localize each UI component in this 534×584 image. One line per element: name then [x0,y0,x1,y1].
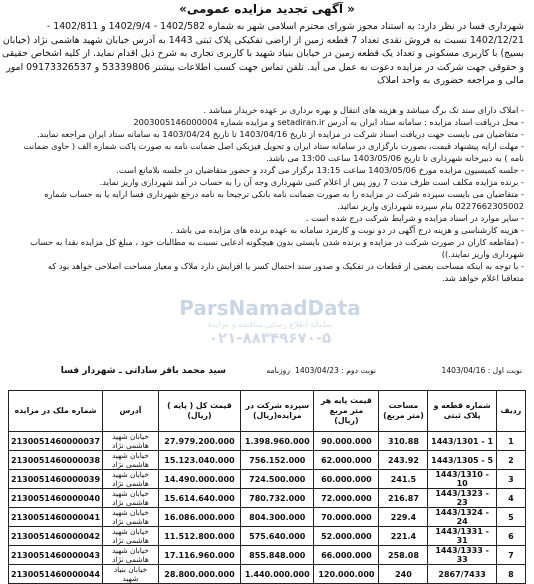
table-cell: 2130051460000044 [9,565,103,584]
condition-line: - متقاضیان می بایست سپرده شرکت در مزایده را به صورت ضمانت نامه بانکی ترجیحا به نامه درخع شهرداری فسا ارایه یا به حساب شماره [44,189,524,199]
table-cell: خیابان شهید هاشمی نژاد [103,489,159,508]
condition-line: شهرداری واریز نمایند.)) [441,249,524,259]
table-cell: 5 [496,508,525,527]
table-cell: 855.848.000 [241,546,314,565]
mayor-signature: سید محمد باقر ساداتی ـ شهردار فسا [60,366,226,376]
table-cell: 1443/1301 - 1 [428,432,496,451]
table-cell: 240 [379,565,428,584]
intro-line: شهرداری فسا در نظر دارد: به استناد مجوز شورای محترم اسلامی شهر به شماره 1402/582 - 1402/9/4 و 1402/811 - [46,21,524,32]
table-row [9,565,526,584]
table-cell: 724.500.000 [241,470,314,489]
signature-bar [8,366,526,382]
table-cell: 2130051460000039 [9,470,103,489]
watermark-tagline: سامانه اطلاع رسانی مناقصه و مزایده [207,320,333,329]
table-cell: 2130051460000040 [9,489,103,508]
condition-line: - مهلت ارایه پیشنهاد قیمت، بصورت بارگزاری در سامانه ستاد ایران و تحویل فیزیکی اصل ضمانت نامه به صورت پاکت شماره الف ( حاوی ضمانت [23,141,524,151]
table-row [9,451,526,470]
table-cell: 1443/1331 - 31 [428,527,496,546]
table-row [9,432,526,451]
table-cell: 28.800.000.000 [158,565,240,584]
condition-line: - سایر موارد در اسناد مزایده و شرایط شرکت درج شده است . [305,213,524,223]
table-cell: 16.086.000.000 [158,508,240,527]
condition-line: - (مقاطعه کاران در صورت شرکت در مزایده و برنده شدن بایستی بدون هیچگونه ادعایی نسبت به مطالبات خود ، مبلغ کل مزایده نقدا به حساب [30,237,524,247]
table-cell: 11.512.800.000 [158,527,240,546]
table-cell: 241.5 [379,470,428,489]
table-cell: 258.08 [379,546,428,565]
intro-line: و حقوقی جهت شرکت در مزایده دعوت به عمل می آید. تلفن تماس جهت کسب اطلاعات بیشتر 53339806 و 09173326537 امور [6,61,524,73]
intro-line: مالی و مراجعه حضوری به واحد املاک [377,75,524,87]
table-cell: 2130051460000042 [9,527,103,546]
intro-line: بسیج) با کاربری مسکونی و تعداد یک قطعه زمین در خیابان بنیاد شهید با کاربری تجاری به شرح ذیل اقدام نماید. از کلیه اشخاص حقیقی [1,48,524,60]
column-header: مساحت (متر مربع) [379,391,428,432]
table-cell: خیابان شهید هاشمی نژاد [103,470,159,489]
table-cell: 15.614.640.000 [158,489,240,508]
table-header-row [9,391,526,432]
table-cell: 756.152.000 [241,451,314,470]
condition-line: - جلسه کمیسیون مزایده مورخ 1403/05/06 ساعت 13:15 برگزار می گردد و حضور متقاضیان در جلسه بلامانع است. [116,165,524,175]
table-row [9,508,526,527]
table-cell: 3 [496,470,525,489]
table-cell: 27.979.200.000 [158,432,240,451]
table-cell: خیابان شهید هاشمی نژاد [103,546,159,565]
watermark-logo [140,296,400,372]
table-cell: 1 [496,432,525,451]
table-cell: 17.116.960.000 [158,546,240,565]
table-cell: 4 [496,489,525,508]
table-cell: خیابان شهید هاشمی نژاد [103,527,159,546]
table-cell: 575.640.000 [241,527,314,546]
table-cell: 62.000.000 [314,451,379,470]
table-cell: 780.732.000 [241,489,314,508]
table-row [9,527,526,546]
table-cell: 8 [496,565,525,584]
newspaper-label: روزنامه [266,366,290,375]
column-header: آدرس [103,391,159,432]
condition-line: - با توجه به اینکه مساحت بعضی از قطعات در تفکیک و صدور سند احتمال کسر یا افزایش دارد ملاک و معیار مساحت اصلاحی خواهد بود که [47,261,524,271]
table-row [9,470,526,489]
table-cell: 1443/1333 - 33 [428,546,496,565]
table-cell: 1443/1323 - 23 [428,489,496,508]
condition-line: نامه ) به دبیرخانه شهرداری تا تاریخ 1403/05/06 ساعت 13:00 می باشد. [266,153,524,163]
table-cell: 15.123.040.000 [158,451,240,470]
table-cell: 1.398.960.000 [241,432,314,451]
watermark-brand: ParsNamadData [179,296,361,320]
table-cell: 2130051460000041 [9,508,103,527]
column-header: سپرده شرکت در مزایده(ریال) [241,391,314,432]
column-header: ردیف [496,391,525,432]
table-cell: 1443/1305 - 5 [428,451,496,470]
table-cell: 2 [496,451,525,470]
lots-table [8,390,526,584]
table-cell: 2130051460000043 [9,546,103,565]
condition-line: - املاک دارای سند تک برگ میباشد و هزینه های انتقال و بهره برداری بر عهده خریدار میباشد . [203,105,524,115]
intro-line: 1402/12/21 نسبت به فروش نقدی تعداد 7 قطعه زمین از اراضی تفکیکی پلاک ثبتی 1443 به آدرس خیابان شهید هاشمی نژاد (خیابان [2,34,524,46]
condition-line: متعاقبا اعلام خواهد شد. [441,273,524,283]
conditions-list [10,104,524,284]
table-cell: 216.87 [379,489,428,508]
table-cell: 2130051460000037 [9,432,103,451]
table-cell: 120.000.000 [314,565,379,584]
table-cell: 90.000.000 [314,432,379,451]
table-row [9,546,526,565]
condition-line: - برنده مزایده مکلف است ظرف مدت 7 روز پس از اعلام کتبی شهرداری وجه آن را به حساب در آمد شهرداری واریز نماید. [99,177,524,187]
table-cell: 7 [496,546,525,565]
condition-line: - محل دریافت اسناد مزایده : سامانه ستاد ایران به آدرس setadiran.ir و مزایده شماره 2003005146000004 [133,117,524,127]
table-cell: 70.000.000 [314,508,379,527]
table-cell: 1443/1324 - 24 [428,508,496,527]
watermark-phone: ۰۲۱-۸۸۳۴۹۶۷۰-۵ [208,329,332,347]
second-publication-date: نوبت دوم : 1403/04/23 [295,366,376,375]
condition-line: - متقاضیان می بایست جهت دریافت اسناد شرکت در مزایده از تاریخ 1403/04/16 تا تاریخ 1403/04/24 به سامانه ستاد ایران مراجعه نمایند. [36,129,524,139]
table-cell: 72.000.000 [314,489,379,508]
table-cell: 2130051460000038 [9,451,103,470]
notice-title: « آگهی تجدید مزایده عمومی» [179,2,355,16]
table-cell: 310.88 [379,432,428,451]
condition-line: 0227662305002 بنام سپرده شهرداری واریز نمائید. [337,201,524,211]
intro-paragraph [1,20,524,88]
table-cell: 6 [496,527,525,546]
column-header: شماره ملک در مزایده [9,391,103,432]
table-cell: 804.300.000 [241,508,314,527]
table-cell: 229.4 [379,508,428,527]
table-cell: خیابان شهید هاشمی نژاد [103,508,159,527]
table-cell: خیابان شهید هاشمی نژاد [103,451,159,470]
column-header: شماره قطعه و پلاک ثبتی [428,391,496,432]
table-cell: 1443/1310 - 10 [428,470,496,489]
condition-line: - هزینه کارشناسی و هزینه درج آگهی در دو نوبت و کارمزد سامانه به عهده برنده های مزایده می باشد . [170,225,524,235]
table-cell: 221.4 [379,527,428,546]
table-cell: 52.000.000 [314,527,379,546]
table-cell: 66.000.000 [314,546,379,565]
column-header: قیمت پایه هر متر مربع (ریال) [314,391,379,432]
column-header: قیمت کل ( پایه ) (ریال) [158,391,240,432]
table-cell: 1.440.000.000 [241,565,314,584]
table-cell: خیابان شهید هاشمی نژاد [103,432,159,451]
table-cell: 14.490.000.000 [158,470,240,489]
table-cell: 2867/7433 [428,565,496,584]
table-row [9,489,526,508]
table-cell: 243.92 [379,451,428,470]
table-cell: 60.000.000 [314,470,379,489]
first-publication-date: نوبت اول : 1403/04/16 [441,366,522,375]
table-cell: خیابان بنیاد شهید [103,565,159,584]
